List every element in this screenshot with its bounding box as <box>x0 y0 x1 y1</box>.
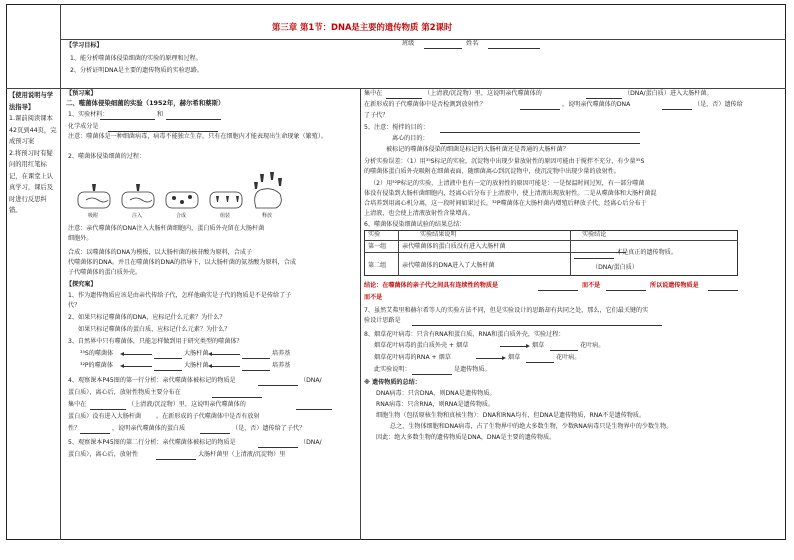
note2-line-1: 注意：亲代噬菌体的DNA注入大肠杆菌细胞内，蛋白质外壳留在大肠杆菌 <box>68 225 265 232</box>
tmv-conclusion: 此实验说明： <box>374 366 411 373</box>
r-line-2b: ，说明亲代噬菌体的DNA <box>562 101 631 108</box>
section-heading: 二、噬菌体侵染细菌的实验（1952年，赫尔希和蔡斯） <box>66 99 225 107</box>
tmv-protein-result: 烟草 <box>532 342 545 349</box>
r-line-5: 离心的目的： <box>392 135 429 142</box>
arrow-35s-left <box>122 354 152 355</box>
label-35s-phage: ³⁵S的噬菌体 <box>80 350 114 357</box>
class-field[interactable] <box>424 42 462 49</box>
tmv-protein: 烟草花叶病毒的蛋白质外壳 + 烟草 <box>374 342 469 349</box>
tmv-rna: 烟草花叶病毒的RNA + 烟草 <box>374 354 451 361</box>
tmv-rna-result: 烟草 <box>508 354 521 361</box>
material-blank-2[interactable] <box>166 113 221 120</box>
explore-label: 【探究案】 <box>66 281 97 288</box>
medium-label-1: 培养基 <box>272 350 291 357</box>
table-header-experiment: 实验 <box>368 231 381 238</box>
table-header-conclusion: 实验结论 <box>582 231 607 238</box>
r-blank-stir[interactable] <box>440 126 640 133</box>
conclusion-blank-3[interactable] <box>708 284 738 291</box>
r-blank-4[interactable] <box>662 103 692 110</box>
results-summary-label: 6、噬菌体侵染细菌试验的结果总结： <box>364 221 466 228</box>
question-4-line-3b: （上清液/沉淀物）里，这说明亲代噬菌体的 <box>128 401 246 408</box>
stage-2-cell <box>122 192 154 208</box>
process-label: 2、噬菌体侵染细菌的过程： <box>68 153 146 160</box>
infection-diagram <box>76 164 286 222</box>
r-line-4: 5、注意：搅拌的目的： <box>364 124 429 131</box>
sidebar-line-1: 1.课前阅读课本42页到44页，完成预习案 <box>9 115 57 145</box>
table-row-divider-1 <box>364 240 738 241</box>
tmv-arrow-1 <box>500 346 528 347</box>
stage-label-1: 吸附 <box>88 213 99 219</box>
stage-label-5: 释放 <box>262 213 273 219</box>
tmv-rna-suffix: 花叶病。 <box>556 354 581 361</box>
synth-3 <box>188 195 192 199</box>
q5-blank-1[interactable] <box>258 441 298 448</box>
arrow-32p-left <box>122 366 152 367</box>
released-1 <box>260 174 264 182</box>
virus-note: 注意：噬菌体是一种细菌病毒，病毒不能独立生存，只有在细胞内才能表现出生命现象（繁殖）。 <box>68 133 327 140</box>
r-blank-1[interactable] <box>386 92 422 99</box>
conclusion-blank-2[interactable] <box>606 284 646 291</box>
r-error-1: 分析实验误差：（1）用³⁵S标记的实验，沉淀物中出现少量放射性的原因可能由于搅拌不充分，有少量³⁵S <box>364 158 645 165</box>
q5-dna-hint: （DNA/ <box>300 439 322 446</box>
summary-1: DNA病毒：只含DNA，则DNA是遗传物质。 <box>376 390 496 397</box>
question-5-line-2: 蛋白质），离心后，放射性 <box>68 451 139 458</box>
question-8: 8、烟草花叶病毒：只含有RNA和蛋白质，RNA和蛋白质外壳，实验过程： <box>364 331 565 338</box>
composition-text: 化学成分是 <box>68 123 99 130</box>
r-error-6: 上清液，也会使上清液放射性含量增高。 <box>364 210 474 217</box>
tmv-conclusion-2: 是遗传物质。 <box>454 366 491 373</box>
question-4-line-4b: 。在新形成的子代噬菌体中是否有放射 <box>156 413 260 420</box>
r-blank-centrifuge[interactable] <box>440 137 640 144</box>
tmv-blank-2[interactable] <box>526 356 554 363</box>
table-row-1-conclusion: 才是真正的遗传物质。 <box>616 249 677 256</box>
arrow-35s-right <box>210 354 240 355</box>
stage-label-2: 注入 <box>132 213 143 219</box>
q4-blank-3[interactable] <box>90 403 126 410</box>
composition-blank[interactable] <box>108 125 218 132</box>
preview-label: 【预习案】 <box>66 90 97 97</box>
phage-2 <box>136 184 140 191</box>
q4-blank-6[interactable] <box>200 427 230 434</box>
table-row-2-conclusion: （DNA/蛋白质） <box>592 264 638 271</box>
r-line-3: 了子代？ <box>364 112 389 119</box>
label-32p-phage: ³²P的噬菌体 <box>80 362 113 369</box>
sidebar-instructions <box>9 90 58 217</box>
summary-2: RNA病毒：只含RNA，则RNA是遗传物质。 <box>376 401 495 408</box>
column-divider <box>360 88 361 540</box>
question-4-line-5b: ，说明亲代噬菌体的蛋白质 <box>112 425 186 432</box>
q4-blank-5[interactable] <box>80 427 110 434</box>
r-blank-2[interactable] <box>586 92 622 99</box>
q4-dna-hint: （DNA/ <box>300 377 322 384</box>
question-7-line-2: 验设计思路是 <box>364 317 401 324</box>
question-4-line-1: 4、观察课本P45图的第一行分析：亲代噬菌体被标记的物质是 <box>68 377 236 384</box>
r-error-4: 体没有侵染到大肠杆菌细胞内，经离心后分布于上清液中，使上清液出现放射性。二是从噬菌体和大肠杆菌混 <box>364 190 657 197</box>
r-line-2a: 在新形成的子代噬菌体中是否检测到放射性？ <box>364 101 486 108</box>
r-line-1b: （上清液/沉淀物）里，这说明亲代噬菌体的 <box>424 90 542 97</box>
released-4 <box>254 182 258 189</box>
synthesis-line-1: 合成：以噬菌体的DNA为模板，以大肠杆菌的核苷酸为原料，合成子 <box>68 249 253 256</box>
r-line-1c: （DNA/蛋白质）进入大肠杆菌。 <box>624 90 713 97</box>
sidebar-line-2: 2.将预习时有疑问的用红笔标记，在课堂上认真学习，课后及时进行反思纠错。 <box>9 149 54 214</box>
ecoli-label-1: 大肠杆菌 <box>184 350 209 357</box>
material-blank-1[interactable] <box>100 113 155 120</box>
material-and: 和 <box>157 111 164 118</box>
arrow-32p-right <box>210 366 240 367</box>
question-3: 3、自然界中只有噬菌体，只能怎样做到用于研究类型的噬菌体？ <box>68 338 243 345</box>
q4-blank-2[interactable] <box>212 391 262 398</box>
question-1-line-1: 1、作为遗传物质应该是由亲代传给子代，怎样他确实是子代的物质是不是传给了子 <box>68 292 292 299</box>
note2-line-2: 细胞外。 <box>68 235 93 242</box>
tmv-arrow-2 <box>476 358 504 359</box>
blank-32p-1[interactable] <box>154 364 182 371</box>
conclusion-a: 结论：在噬菌体的亲子代之间具有连续性的物质是 <box>364 282 499 289</box>
blank-35s-1[interactable] <box>154 352 182 359</box>
synth-2 <box>180 200 184 204</box>
tmv-protein-suffix: 花叶病。 <box>580 342 605 349</box>
question-1-line-2: 代？ <box>68 302 81 309</box>
summary-5: 因此：绝大多数生物的遗传物质是DNA，DNA是主要的遗传物质。 <box>376 434 556 441</box>
objectives-divider <box>6 88 786 89</box>
name-label: 姓名 <box>466 40 479 47</box>
r-error-3: （2）用³²P标记的实验，上清液中也有一定的放射性的原因可能是：一是保温时间过短，有一部分噬菌 <box>370 180 645 187</box>
objective-1: 1、能分析噬菌体侵染细菌的实验的原理和过程。 <box>70 55 202 62</box>
r-error-2: 的噬菌体蛋白质外壳吸附在细菌表面，随细菌离心到沉淀物中，使沉淀物中出现少量的放射性。 <box>364 168 620 175</box>
tmv-blank-1[interactable] <box>550 344 578 351</box>
q4-blank-1[interactable] <box>258 379 298 386</box>
medium-label-2: 培养基 <box>272 362 291 369</box>
released-3 <box>278 178 282 186</box>
sidebar-divider <box>60 4 61 540</box>
released-2 <box>270 172 274 180</box>
tmv-blank-3[interactable] <box>412 368 452 375</box>
table-row-1-exp: 第一组 <box>368 243 387 250</box>
r-blank-3[interactable] <box>520 103 560 110</box>
r-line-2c: （是、否）遗传给 <box>694 101 743 108</box>
blank-32p-2[interactable] <box>242 364 270 371</box>
conclusion-d: 而不是 <box>364 294 383 301</box>
sidebar-label: 【使用说明与学法指导】 <box>9 92 54 111</box>
material-label: 1、实验材料： <box>68 111 109 118</box>
question-4-line-3: 集中在 <box>68 401 87 408</box>
stage-1-cell <box>78 192 110 208</box>
table-row-1-result: 亲代噬菌体的蛋白质没有进入大肠杆菌 <box>402 243 506 250</box>
q4-blank-4[interactable] <box>296 403 332 410</box>
objective-2: 2、分析证明DNA是主要的遗传物质的实验思路。 <box>70 67 204 74</box>
synthesis-line-3: 子代噬菌体的蛋白质外壳。 <box>68 269 142 276</box>
page-title: 第三章 第1节：DNA是主要的遗传物质 第2课时 <box>272 22 453 32</box>
table-row-2-result: 亲代噬菌体的DNA进入了大肠杆菌 <box>402 262 495 269</box>
header-divider <box>60 39 786 40</box>
conclusion-c: 所以说遗传物质是 <box>650 282 699 289</box>
dna-strand-2 <box>130 198 152 202</box>
summary-label: ※ 遗传物质的总结： <box>364 379 421 386</box>
stage-label-4: 组装 <box>220 213 231 219</box>
name-field[interactable] <box>488 42 540 49</box>
r-line-1a: 集中在 <box>364 90 383 97</box>
question-7-line-1: 7、虽然艾弗里和赫尔希等人的实验方法不同，但是实验设计的思路却有共同之处，那么，它们最关键的实 <box>364 307 649 314</box>
r-error-5: 合培养到用离心机分离，这一段时间如果过长，³²P噬菌体在大肠杆菌内增殖后释放子代，经离心后分布于 <box>364 200 647 207</box>
question-4-line-5: 性？ <box>68 425 81 432</box>
assembled-2 <box>226 196 229 202</box>
q5-blank-2[interactable] <box>156 453 196 460</box>
stage-label-3: 合成 <box>176 213 187 219</box>
table-header-result: 实验结果说明 <box>420 231 457 238</box>
q7-blank[interactable] <box>412 319 662 326</box>
conclusion-b: 而不是 <box>582 282 601 289</box>
question-4-line-4: 蛋白质）没有进入大肠杆菌 <box>68 413 142 420</box>
question-2-line-2: 如果只标记噬菌体的蛋白质，应标记什么元素？为什么？ <box>78 326 231 333</box>
table-col-divider-2 <box>570 230 571 276</box>
ecoli-label-2: 大肠杆菌 <box>184 362 209 369</box>
conclusion-blank-1[interactable] <box>538 284 578 291</box>
summary-3: 细胞生物（包括原核生物和真核生物）：DNA和RNA均有，但DNA是遗传物质，RNA不是遗传物质。 <box>376 412 646 419</box>
stage-5-cell <box>255 189 282 208</box>
synth-1 <box>172 196 176 200</box>
question-4-line-5c: （是、否）遗传给了子代？ <box>232 425 306 432</box>
assembled-3 <box>236 196 239 202</box>
blank-35s-2[interactable] <box>242 352 270 359</box>
table-conclusion-blank[interactable] <box>574 252 614 259</box>
dna-strand-1 <box>86 198 108 202</box>
question-5-line-2b: 大肠杆菌里（上清液/沉淀物）里 <box>198 451 286 458</box>
question-4-line-2: 蛋白质），离心后，放射性物质主要分布在 <box>68 389 181 396</box>
assembled-1 <box>216 196 219 202</box>
synthesis-line-2: 代噬菌体的DNA。并且在噬菌体的DNA的指导下，以大肠杆菌的氨基酸为原料，合成 <box>68 259 296 266</box>
summary-4: 总之，生物体细胞和DNA病毒，占了生物界中的绝大多数生物，少数RNA病毒只是生物界中的少数生物。 <box>390 423 673 430</box>
phage-1 <box>92 184 96 191</box>
question-2-line-1: 2、如果只标记噬菌体的DNA，应标记什么元素？为什么？ <box>68 314 226 321</box>
r-line-6: 被标记的噬菌体侵染的细菌是标记的大肠杆菌还是普通的大肠杆菌？ <box>386 146 569 153</box>
table-col-divider-1 <box>398 230 399 276</box>
question-5-line-1: 5、观察课本P45图的第二行分析：亲代噬菌体被标记的物质是 <box>68 439 236 446</box>
objectives-label: 【学习目标】 <box>66 42 103 49</box>
table-row-2-exp: 第二组 <box>368 262 387 269</box>
class-label: 班级 <box>402 40 415 47</box>
